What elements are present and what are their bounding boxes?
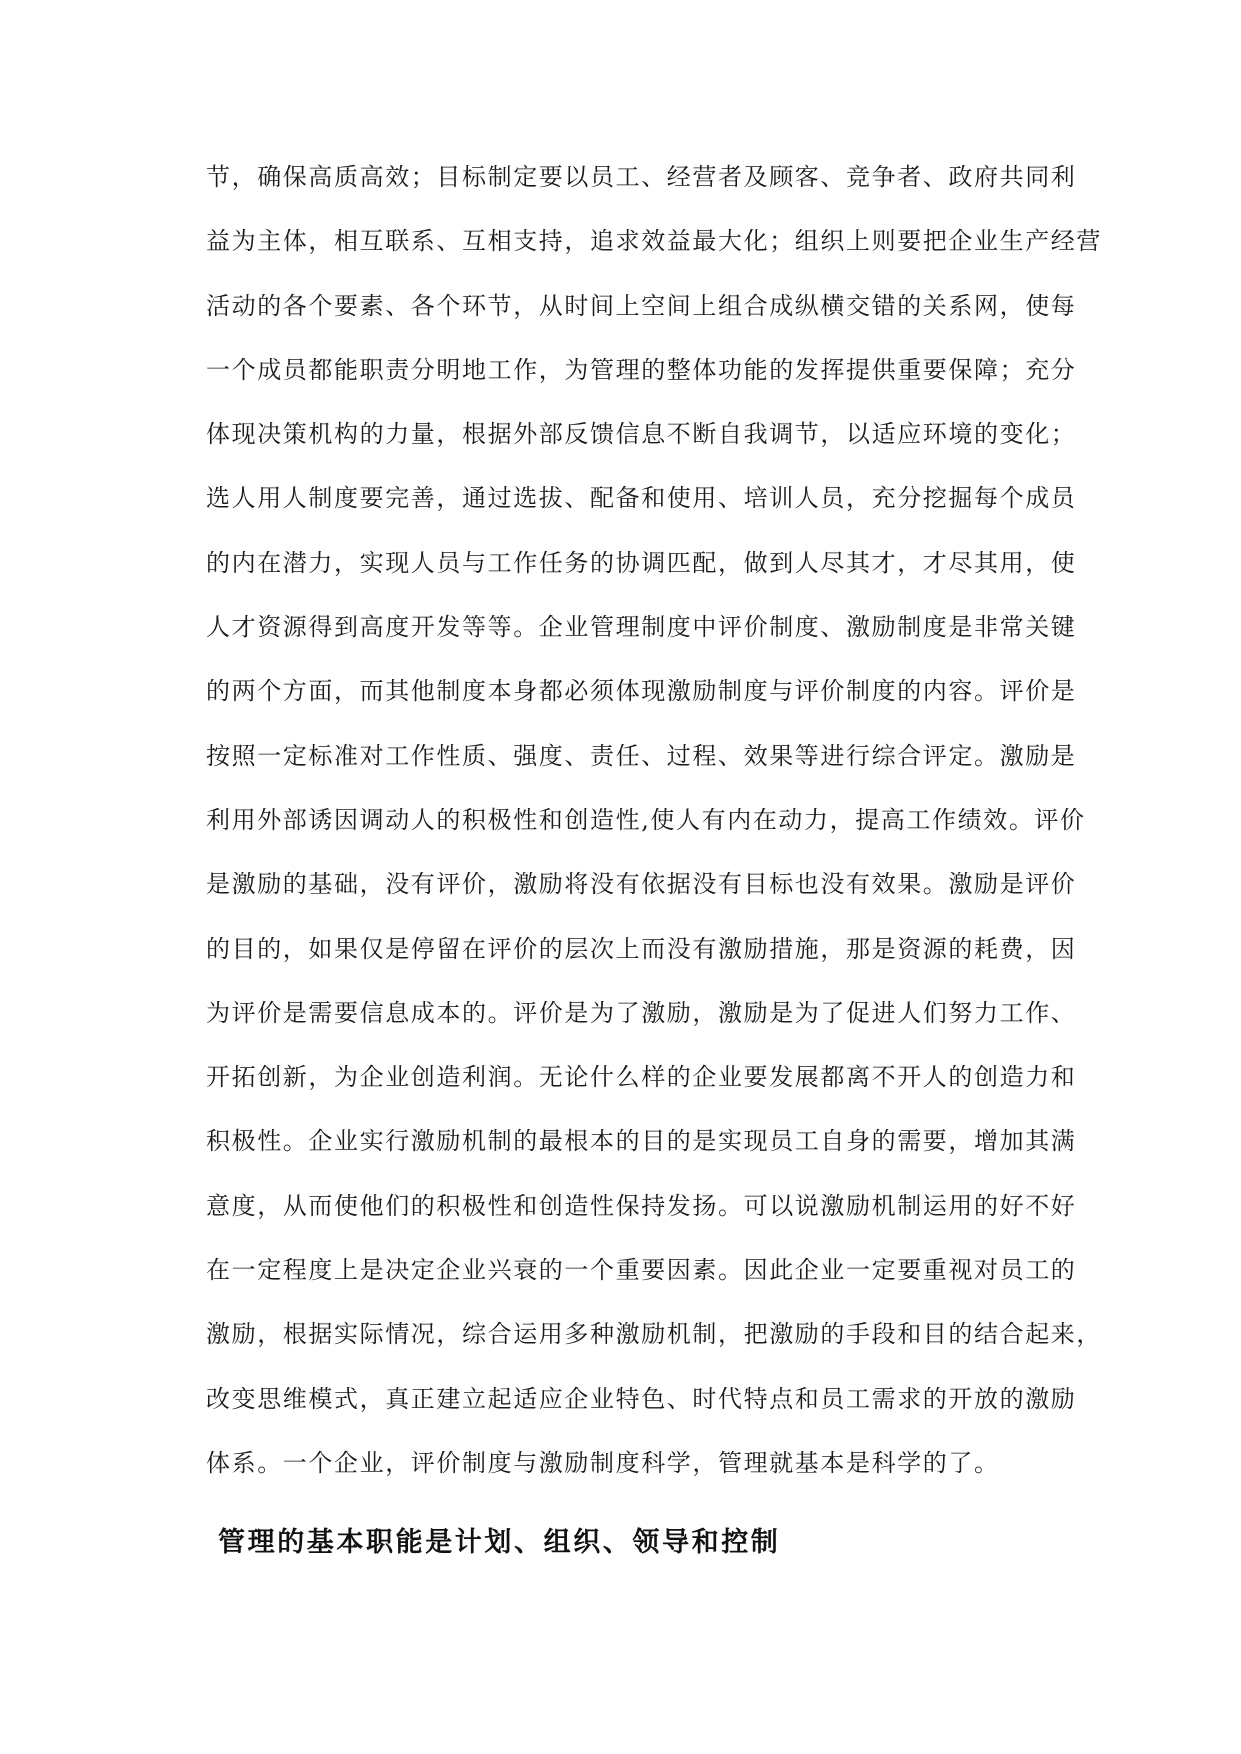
section-heading: 管理的基本职能是计划、组织、领导和控制 — [218, 1527, 781, 1558]
paragraph-line: 体系。一个企业，评价制度与激励制度科学，管理就基本是科学的了。 — [206, 1448, 1000, 1477]
paragraph-line: 按照一定标准对工作性质、强度、责任、过程、效果等进行综合评定。激励是 — [206, 741, 1077, 770]
paragraph-line: 是激励的基础，没有评价，激励将没有依据没有目标也没有效果。激励是评价 — [206, 870, 1077, 899]
paragraph-line: 的内在潜力，实现人员与工作任务的协调匹配，做到人尽其才，才尽其用，使 — [206, 548, 1077, 577]
paragraph-line: 在一定程度上是决定企业兴衰的一个重要因素。因此企业一定要重视对员工的 — [206, 1256, 1077, 1285]
paragraph-line: 的目的，如果仅是停留在评价的层次上而没有激励措施，那是资源的耗费，因 — [206, 934, 1077, 963]
paragraph-line: 体现决策机构的力量，根据外部反馈信息不断自我调节，以适应环境的变化； — [206, 420, 1077, 449]
paragraph-line: 一个成员都能职责分明地工作，为管理的整体功能的发挥提供重要保障；充分 — [206, 355, 1077, 384]
paragraph-line: 为评价是需要信息成本的。评价是为了激励，激励是为了促进人们努力工作、 — [206, 998, 1077, 1027]
paragraph-line: 的两个方面，而其他制度本身都必须体现激励制度与评价制度的内容。评价是 — [206, 677, 1077, 706]
paragraph-line: 益为主体，相互联系、互相支持，追求效益最大化；组织上则要把企业生产经营 — [206, 227, 1102, 256]
paragraph-line: 节，确保高质高效；目标制定要以员工、经营者及顾客、竞争者、政府共同利 — [206, 163, 1077, 191]
paragraph-line: 人才资源得到高度开发等等。企业管理制度中评价制度、激励制度是非常关键 — [206, 613, 1077, 642]
paragraph-line: 选人用人制度要完善，通过选拔、配备和使用、培训人员，充分挖掘每个成员 — [206, 484, 1077, 513]
paragraph-line: 激励，根据实际情况，综合运用多种激励机制，把激励的手段和目的结合起来， — [206, 1320, 1102, 1349]
paragraph-line: 改变思维模式，真正建立起适应企业特色、时代特点和员工需求的开放的激励 — [206, 1384, 1077, 1413]
body-paragraph — [206, 160, 1102, 1510]
paragraph-line: 活动的各个要素、各个环节，从时间上空间上组合成纵横交错的关系网，使每 — [206, 291, 1077, 320]
paragraph-line: 开拓创新，为企业创造利润。无论什么样的企业要发展都离不开人的创造力和 — [206, 1063, 1077, 1092]
paragraph-line: 积极性。企业实行激励机制的最根本的目的是实现员工自身的需要，增加其满 — [206, 1127, 1077, 1156]
paragraph-line: 利用外部诱因调动人的积极性和创造性,使人有内在动力，提高工作绩效。评价 — [206, 805, 1086, 834]
paragraph-line: 意度，从而使他们的积极性和创造性保持发扬。可以说激励机制运用的好不好 — [206, 1191, 1077, 1220]
